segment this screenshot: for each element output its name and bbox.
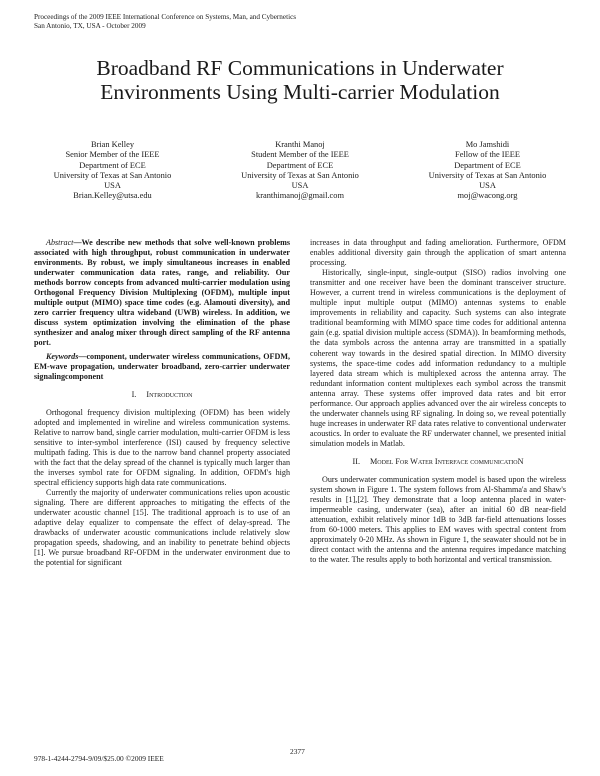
intro-paragraph-2: Currently the majority of underwater communications relies upon acoustic signaling. There are different approaches to mitigating the effects of the underwater acoustic channel [15]. The traditional approach is to use of an adaptive delay equalizer to compensate the effect of delay-spread. The drawbacks of underwater acoustic communications include relatively slow propagation speeds, shadowing, and an inability to penetrate behind objects [1]. We pursue broadband RF-OFDM in the underwater environment due to the potential for significant — [34, 488, 290, 568]
mimo-paragraph: Historically, single-input, single-output (SISO) radios involving one transmitter and one receiver have been the dominant transceiver structure. However, a current trend in wireless communications is the deployment of multiple input multiple output (MIMO) antennas systems to enable improvements in reliability and capacity. Such systems can also integrate traditional beamforming with MIMO space time codes for additional antenna gain (e.g. spatial division multiple access (SDMA)). In beamforming methods, the data symbols across the antenna array are transmitted in a spatially coherent way towards in the desired spatial direction. In MIMO diversity systems, the space-time codes add information redundancy to a multiple layered data stream which is multiplexed across the antenna array. The redundant information content multiplexes each symbol across the transmit antenna array. These systems offer improved data rates and bit error performance. Our approach applies advanced over the air wireless concepts to the underwater channels using RF signaling. In doing so, we reveal potentially huge increases in underwater RF data rates relative to conventional underwater acoustics. In order to evaluate the RF underwater channel, we presented initial simulation models in Matlab. — [310, 268, 566, 448]
abstract-text: We describe new methods that solve well-known problems associated with high throughput, robust communication in underwater environments. By robust, we imply simultaneous increases in enabled underwater communication data rates, range, and reliability. Our methods borrow concepts from advanced multi-carrier modulation using Orthogonal Frequency Division Multiplexing (OFDM), multiple input multiple output (MIMO) space time codes (e.g. Alamouti diversity), and zero carrier frequency ultra wideband (UWB) wireless. In addition, we discuss system optimization involving the elimination of the phase synthesizer and analog mixer through direct sampling of the RF antenna port. — [34, 238, 290, 348]
author-name: Kranthi Manoj — [275, 140, 325, 149]
section-number: II. — [352, 456, 361, 466]
author-role: Senior Member of the IEEE — [65, 150, 160, 160]
author-email: moj@wacong.org — [457, 191, 518, 201]
author-name: Mo Jamshidi — [465, 140, 510, 149]
author-dept: Department of ECE — [266, 160, 334, 170]
author-name: Brian Kelley — [90, 140, 135, 149]
author-2 — [208, 140, 393, 202]
proceedings-line-2: San Antonio, TX, USA - October 2009 — [34, 21, 146, 30]
author-1 — [20, 140, 205, 202]
keywords-text: component, underwater wireless communications, OFDM, EM-wave propagation, underwater broadband, zero-carrier underwater signalingcomponent — [34, 351, 290, 381]
title-line-1: Broadband RF Communications in Underwater — [96, 56, 504, 80]
model-paragraph: Ours underwater communication system model is based upon the wireless system shown in Figure 1. The system follows from Al-Shamma'a and Shaw's results in [1],[2]. They demonstrate that a loop antenna placed in water-impermeable casing, underwater (sea), after an initial 60 dB near-field attenuation, exhibit relatively minor 1dB to 3dB far-field attenuations losses from 60-1000 meters. This applies to EM waves with spectral content from approximately 0-20 MHz. As shown in Figure 1, the seawater should not be in direct contact with the antenna and the antenna requires impedance matching to the water. The results apply to both horizontal and vertical transmission. — [310, 475, 566, 565]
section-number: I. — [131, 389, 137, 399]
section-heading-model — [310, 457, 566, 467]
abstract-lead: Abstract — [46, 238, 74, 247]
author-email: kranthimanoj@gmail.com — [256, 191, 344, 201]
proceedings-line-1: Proceedings of the 2009 IEEE International Conference on Systems, Man, and Cybernetics — [34, 13, 297, 21]
author-email: Brian.Kelley@utsa.edu — [73, 191, 152, 201]
section-title: Model For Water Interface communicatioN — [370, 456, 524, 466]
section-heading-introduction — [34, 390, 290, 400]
right-column — [310, 238, 566, 565]
proceedings-header — [34, 13, 296, 30]
isbn-footer: 978-1-4244-2794-9/09/$25.00 ©2009 IEEE — [34, 754, 164, 763]
continued-paragraph: increases in data throughput and fading amelioration. Furthermore, OFDM enables additional diversity gain through the application of smart antenna processing. — [310, 238, 566, 268]
author-country: USA — [291, 181, 309, 191]
left-column — [34, 238, 290, 568]
author-univ: University of Texas at San Antonio — [241, 170, 359, 180]
author-3 — [395, 140, 580, 202]
keywords: Keywords—component, underwater wireless communications, OFDM, EM-wave propagation, underwater broadband, zero-carrier underwater signalingcomponent — [34, 351, 290, 381]
section-title: Introduction — [146, 389, 193, 399]
author-univ: University of Texas at San Antonio — [53, 170, 172, 180]
intro-paragraph-1: Orthogonal frequency division multiplexing (OFDM) has been widely adopted and implemented in wireline and wireless communication systems. Relative to narrow band, single carrier modulation, multi-carrier OFDM is less sensitive to inter-symbol interference (ISI) caused by frequency selective multipath fading. This is due to the narrow band channel property associated with the fact that the delay spread of the channel is typically much larger than the inverses symbol rate for OFDM signaling. In addition, OFDM's high spectral efficiency supports high data rate communications. — [34, 407, 290, 488]
author-dept: Department of ECE — [454, 160, 521, 170]
author-role: Fellow of the IEEE — [455, 150, 520, 160]
author-block — [20, 140, 580, 202]
author-country: USA — [479, 181, 496, 191]
author-role: Student Member of the IEEE — [251, 150, 349, 160]
keywords-lead: Keywords — [46, 351, 79, 361]
author-univ: University of Texas at San Antonio — [428, 170, 547, 180]
title-line-2: Environments Using Multi-carrier Modulation — [100, 80, 500, 104]
page-number: 2377 — [290, 747, 305, 756]
paper-title — [0, 56, 600, 104]
author-country: USA — [104, 181, 121, 191]
abstract: Abstract—We describe new methods that solve well-known problems associated with high throughput, robust communication in underwater environments. By robust, we imply simultaneous increases in enabled underwater communication data rates, range, and reliability. Our methods borrow concepts from advanced multi-carrier modulation using Orthogonal Frequency Division Multiplexing (OFDM), multiple input multiple output (MIMO) space time codes (e.g. Alamouti diversity), and zero carrier frequency ultra wideband (UWB) wireless. In addition, we discuss system optimization involving the elimination of the phase synthesizer and analog mixer through direct sampling of the RF antenna port. — [34, 238, 290, 348]
author-dept: Department of ECE — [79, 160, 146, 170]
